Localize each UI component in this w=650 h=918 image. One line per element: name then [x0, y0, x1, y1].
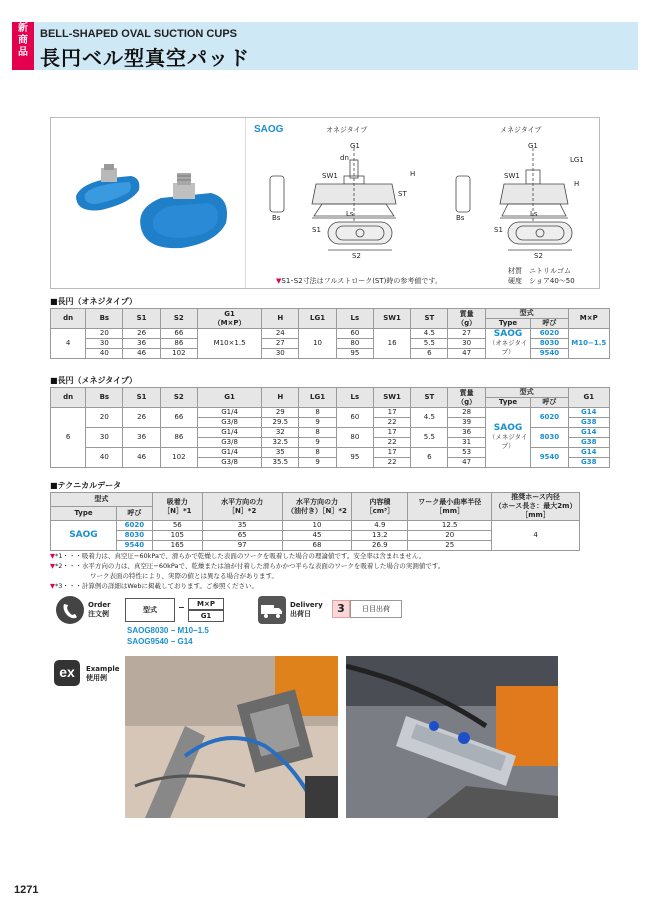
th-ls: Ls	[336, 309, 373, 329]
dim-label-bs-male: Bs	[456, 214, 465, 222]
material-spec: 材質 ニトリルゴム	[508, 267, 571, 275]
dim-label-h-male: H	[574, 180, 580, 188]
order-example-2: SAOG9540 − G14	[127, 637, 193, 646]
table-row: 8030 105 65 45 13.2 20	[51, 531, 580, 541]
order-g1-box: G1	[188, 610, 224, 622]
dim-label-ls: Ls	[346, 210, 354, 218]
th-g1-code: G1	[568, 388, 609, 408]
delivery-label: Delivery 出荷日	[290, 601, 323, 618]
order-example-1: SAOG8030 − M10−1.5	[127, 626, 209, 635]
table3-title: ■テクニカルデータ	[50, 481, 122, 490]
footnote: ▼*1・・・吸着力は、真空圧−60kPaで、滑らかで乾燥した表面のワークを吸着した場合の理論値です。安全率は含まれません。	[50, 552, 426, 560]
th-g1: G1	[197, 388, 261, 408]
badge-char: 新	[18, 23, 28, 34]
dim-label-g1: G1	[350, 142, 360, 150]
table1-title: ■長円（オネジタイプ）	[50, 297, 137, 306]
dim-label-sw1: SW1	[322, 172, 338, 180]
th-horizontal-force: 水平方向の力 ［N］*2	[202, 493, 282, 521]
th-st: ST	[411, 388, 448, 408]
page-subtitle: BELL-SHAPED OVAL SUCTION CUPS	[40, 28, 237, 40]
table-row: 6 20 26 66 G1/4 29 8 60 17 4.5 28 SAOG （メネジタイプ） 6020 G14	[51, 408, 610, 418]
female-type-table	[50, 308, 610, 359]
th-min-radius: ワーク最小曲率半径 ［mm］	[408, 493, 492, 521]
example-label: Example 使用例	[86, 665, 120, 682]
note-icon: ▼	[50, 582, 55, 590]
page-number: 1271	[14, 884, 39, 896]
technical-data-table	[50, 492, 580, 551]
table-row: 40 46 102 30 95 6 47 9540	[51, 349, 610, 359]
badge-char: 商	[18, 35, 28, 46]
product-overview	[50, 117, 600, 289]
th-h: H	[262, 388, 299, 408]
th-model: 型式	[485, 388, 568, 398]
th-type: Type	[485, 398, 531, 408]
table-row: 9540 165 97 68 26.9 25	[51, 541, 580, 551]
dim-label-h: H	[410, 170, 416, 178]
example-photo-1	[125, 656, 338, 818]
note-icon: ▼	[276, 277, 282, 285]
truck-icon	[258, 596, 286, 624]
delivery-days: 3	[332, 600, 350, 618]
example-photo-2	[346, 656, 558, 818]
th-call: 呼び	[116, 507, 152, 521]
th-bs: Bs	[86, 309, 123, 329]
table-row: G3/8 35.5 9 22 47 G38	[51, 458, 610, 468]
dim-label-lg1: LG1	[570, 156, 584, 164]
dim-label-ls-male: Ls	[530, 210, 538, 218]
dim-label-s2: S2	[352, 252, 361, 260]
th-suction-force: 吸着力 ［N］*1	[152, 493, 202, 521]
dim-label-g1-male: G1	[528, 142, 538, 150]
th-lg1: LG1	[299, 309, 336, 329]
th-s2: S2	[160, 388, 197, 408]
th-horizontal-force-oil: 水平方向の力 （油付き）［N］*2	[282, 493, 352, 521]
badge-char: 品	[18, 47, 28, 58]
suction-cup-2	[140, 173, 227, 248]
order-dash: −	[178, 603, 185, 612]
th-s1: S1	[123, 309, 160, 329]
table-row: G3/8 32.5 9 22 31 G38	[51, 438, 610, 448]
male-type-table	[50, 387, 610, 468]
th-mxp: M×P	[568, 309, 609, 329]
table-row: SAOG 6020 56 35 10 4.9 12.5 4	[51, 521, 580, 531]
table-row: 30 36 86 G1/4 32 8 80 17 5.5 36 8030 G14	[51, 428, 610, 438]
th-dn: dn	[51, 309, 86, 329]
male-type-label: メネジタイプ	[500, 126, 542, 134]
technical-drawing-lines	[246, 118, 600, 288]
th-g1: G1 （M×P）	[197, 309, 261, 329]
note-icon: ▼	[50, 552, 55, 560]
th-model: 型式	[51, 493, 153, 507]
th-mass: 質量 （g）	[448, 309, 485, 329]
th-volume: 内容積 ［cm³］	[352, 493, 408, 521]
dim-label-s2-male: S2	[534, 252, 543, 260]
th-mass: 質量 （g）	[448, 388, 485, 408]
footnotes	[50, 551, 610, 591]
type-cell: SAOG （オネジタイプ）	[485, 329, 531, 359]
footnote: ▼*3・・・計算例の詳細はWebに掲載しております。ご参照ください。	[50, 582, 259, 590]
type-cell: SAOG （メネジタイプ）	[485, 408, 531, 468]
th-sw1: SW1	[373, 388, 410, 408]
order-type-box: 型式	[125, 598, 175, 622]
footnote: ワーク表面の特性により、実際の値とは異なる場合があります。	[90, 572, 278, 580]
dimension-drawing	[245, 118, 599, 288]
phone-icon	[56, 596, 84, 624]
page-title: 長円ベル型真空パッド	[40, 46, 250, 70]
suction-cup-1	[76, 164, 139, 210]
th-type: Type	[51, 507, 117, 521]
dim-label-s1: S1	[312, 226, 321, 234]
table-row: 40 46 102 G1/4 35 8 95 17 6 53 9540 G14	[51, 448, 610, 458]
footnote: ▼*2・・・水平方向の力は、真空圧−60kPaで、乾燥または油が付着した滑らかかつ平らな表面のワークを吸着した場合の実測値です。	[50, 562, 445, 570]
th-type: Type	[485, 319, 531, 329]
th-lg1: LG1	[299, 388, 336, 408]
dim-label-st: ST	[398, 190, 407, 198]
th-bs: Bs	[86, 388, 123, 408]
product-code: SAOG	[254, 124, 284, 135]
example-badge: ex	[54, 660, 80, 686]
size-note: ▼S1･S2寸法はフルストローク(ST)時の参考値です。	[276, 277, 442, 285]
table-row: 30 36 86 27 80 5.5 30 8030	[51, 339, 610, 349]
page-header	[12, 22, 638, 70]
product-photo	[51, 118, 245, 288]
dim-label-dn: dn	[340, 154, 349, 162]
order-mxp-box: M×P	[188, 598, 224, 610]
delivery-text: 日目出荷	[350, 600, 402, 618]
th-call: 呼び	[531, 398, 568, 408]
order-label: Order 注文例	[88, 601, 111, 618]
th-st: ST	[411, 309, 448, 329]
table-row: G3/8 29.5 9 22 39 G38	[51, 418, 610, 428]
th-h: H	[262, 309, 299, 329]
th-dn: dn	[51, 388, 86, 408]
th-call: 呼び	[531, 319, 568, 329]
th-model: 型式	[485, 309, 568, 319]
th-s1: S1	[123, 388, 160, 408]
th-sw1: SW1	[373, 309, 410, 329]
dim-label-s1-male: S1	[494, 226, 503, 234]
table-row: 4 20 26 66 M10×1.5 24 10 60 16 4.5 27 SAOG （オネジタイプ） 6020 M10−1.5	[51, 329, 610, 339]
table2-title: ■長円（メネジタイプ）	[50, 376, 137, 385]
th-s2: S2	[160, 309, 197, 329]
hardness-spec: 硬度 ショア40～50	[508, 277, 575, 285]
new-product-badge	[12, 22, 34, 70]
dim-label-sw1-male: SW1	[504, 172, 520, 180]
th-ls: Ls	[336, 388, 373, 408]
note-icon: ▼	[50, 562, 55, 570]
th-hose: 推奨ホース内径 （ホース長さ：最大2m）［mm］	[492, 493, 580, 521]
dim-label-bs: Bs	[272, 214, 281, 222]
female-type-label: オネジタイプ	[326, 126, 368, 134]
